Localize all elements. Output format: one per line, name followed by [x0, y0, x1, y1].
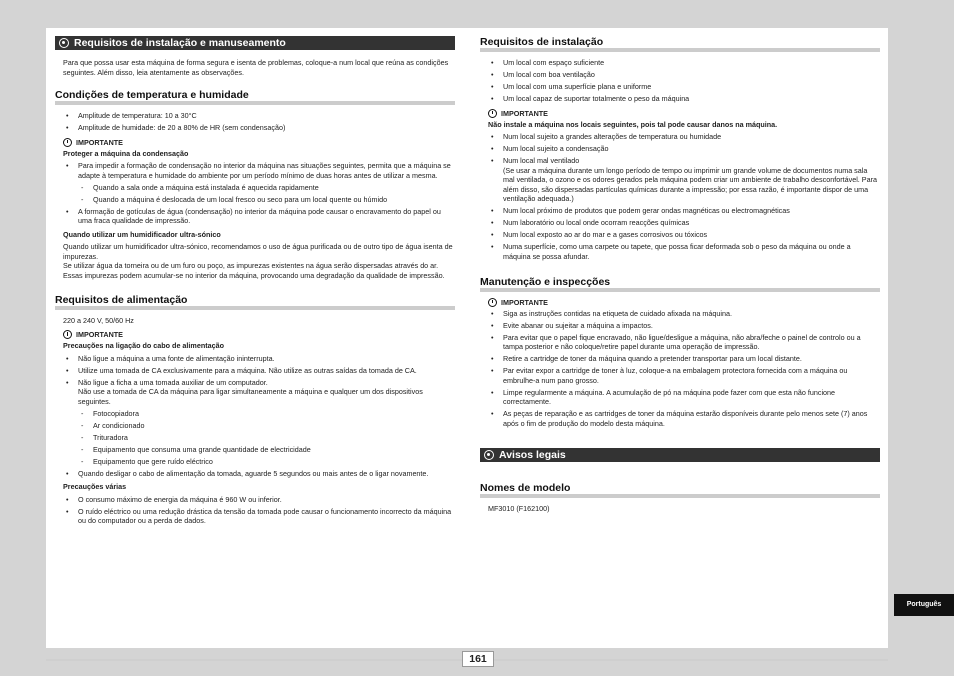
avoid-locations-list: [480, 132, 880, 261]
list-item: • Limpe regularmente a máquina. A acumulação de pó na máquina pode fazer com que esta não funcione correctamente.: [488, 388, 880, 407]
list-item: • Quando desligar o cabo de alimentação da tomada, aguarde 5 segundos ou mais antes de o ligar novamente.: [63, 469, 455, 479]
intro-text: Para que possa usar esta máquina de forma segura e isenta de problemas, coloque-a num local que reúna as condições seguintes. Além disso, leia atentamente as observações.: [63, 58, 449, 77]
list-item: • As peças de reparação e as cartridges de toner da máquina estarão disponíveis durante pelo menos sete (7) anos após o fim de produção do modelo desta máquina.: [488, 409, 880, 428]
right-column: [480, 36, 880, 514]
list-item-text: • Não ligue a ficha a uma tomada auxiliar de um computador.: [78, 377, 268, 387]
power-spec: 220 a 240 V, 50/60 Hz: [63, 315, 134, 325]
list-item-text: (Se usar a máquina durante um longo período de tempo ou imprimir um grande volume de documentos numa sala mal ventilada, o ozono e os odores gerados pela máquina podem criar um ambiente de trabalho desconfortável. Para além disso, são dispersadas partículas químicas durante a impressão; por essa razão, é importante dispor de uma ventilação adequada.): [503, 165, 877, 204]
left-column: [55, 36, 455, 528]
humidifier-text-1: Quando utilizar um humidificador ultra-sónico, recomendamos o uso de água purificada ou de outro tipo de água isenta de impurezas.: [63, 242, 453, 261]
list-item: • Siga as instruções contidas na etiqueta de cuidado afixada na máquina.: [488, 309, 880, 319]
list-item: • Num local sujeito a grandes alterações de temperatura ou humidade: [488, 132, 880, 142]
list-item: • Num local sujeito a condensação: [488, 144, 880, 154]
subheading-humidifier: Quando utilizar um humidificador ultra-sónico: [63, 229, 221, 239]
sub-list-item: - Quando a sala onde a máquina está instalada é aquecida rapidamente: [78, 183, 455, 193]
subheading-power-cord: Precauções na ligação do cabo de alimentação: [63, 341, 224, 351]
list-item: [488, 156, 880, 204]
important-icon: [63, 138, 72, 147]
list-item: • O ruído eléctrico ou uma redução drástica da tensão da tomada pode causar o funcionamento incorrecto da máquina ou do computador ou a perda de dados.: [63, 507, 455, 526]
important-icon: [63, 330, 72, 339]
section-bullet-icon: [59, 38, 69, 48]
sub-list: [78, 183, 455, 205]
list-item: • Utilize uma tomada de CA exclusivamente para a máquina. Não utilize as outras saídas da tomada de CA.: [63, 366, 455, 376]
section-title: Avisos legais: [499, 449, 566, 462]
list-item: • Amplitude de humidade: de 20 a 80% de HR (sem condensação): [63, 123, 455, 133]
misc-list: [55, 495, 455, 526]
sub-list: [78, 409, 455, 467]
important-note: [488, 298, 880, 307]
language-tab: Português: [894, 594, 954, 616]
list-item: • Amplitude de temperatura: 10 a 30°C: [63, 111, 455, 121]
list-item: • Retire a cartridge de toner da máquina quando a pretender transportar para um local distante.: [488, 354, 880, 364]
list-item-text: Não use a tomada de CA da máquina para ligar simultaneamente a máquina e qualquer um dos dispositivos seguintes.: [78, 387, 423, 407]
list-item: • Um local com boa ventilação: [488, 70, 880, 80]
section-bullet-icon: [484, 450, 494, 460]
list-item: • Num laboratório ou local onde ocorram reacções químicas: [488, 218, 880, 228]
list-item: • Para evitar que o papel fique encravado, não ligue/desligue a máquina, não abra/feche o painel de controlo ou a tampa posterior e não coloque/retire papel durante uma operação de impressão.: [488, 333, 880, 352]
list-item: • Num local exposto ao ar do mar e a gases corrosivos ou tóxicos: [488, 230, 880, 240]
list-item: • Par evitar expor a cartridge de toner à luz, coloque-a na embalagem protectora fornecida com a máquina ou embrulhe-a num pano grosso.: [488, 366, 880, 385]
model-value: MF3010 (F162100): [488, 504, 550, 514]
temp-list: [55, 111, 455, 133]
list-item: [63, 161, 455, 204]
heading-power: Requisitos de alimentação: [55, 294, 455, 310]
condensation-list: [55, 161, 455, 225]
heading-temperature: Condições de temperatura e humidade: [55, 89, 455, 105]
list-item: • Não ligue a máquina a uma fonte de alimentação ininterrupta.: [63, 354, 455, 364]
important-label: IMPORTANTE: [501, 108, 548, 118]
list-item-text: • Num local mal ventilado: [503, 156, 580, 166]
sub-list-item: - Ar condicionado: [78, 421, 455, 431]
warning-text: Não instale a máquina nos locais seguintes, pois tal pode causar danos na máquina.: [488, 119, 778, 129]
important-label: IMPORTANTE: [76, 330, 123, 340]
important-note: [488, 109, 880, 118]
sub-list-item: - Trituradora: [78, 433, 455, 443]
list-item: • Numa superfície, como uma carpete ou tapete, que possa ficar deformada sob o peso da máquina ou onde a máquina se possa afundar.: [488, 242, 880, 261]
subheading-misc: Precauções várias: [63, 482, 127, 492]
list-item: • O consumo máximo de energia da máquina é 960 W ou inferior.: [63, 495, 455, 505]
section-header-install: [55, 36, 455, 50]
sub-list-item: - Quando a máquina é deslocada de um local fresco ou seco para um local quente ou húmido: [78, 195, 455, 205]
list-item: • Um local com uma superfície plana e uniforme: [488, 82, 880, 92]
list-item: • Num local próximo de produtos que podem gerar ondas magnéticas ou electromagnéticas: [488, 206, 880, 216]
sub-list-item: - Equipamento que gere ruído eléctrico: [78, 457, 455, 467]
heading-model-names: Nomes de modelo: [480, 482, 880, 498]
list-item: • A formação de gotículas de água (condensação) no interior da máquina pode causar o encravamento do papel ou uma fraca qualidade de impressão.: [63, 207, 455, 226]
heading-install-requirements: Requisitos de instalação: [480, 36, 880, 52]
important-icon: [488, 109, 497, 118]
list-item: • Evite abanar ou sujeitar a máquina a impactos.: [488, 321, 880, 331]
important-icon: [488, 298, 497, 307]
heading-maintenance: Manutenção e inspecções: [480, 276, 880, 292]
sub-list-item: - Equipamento que consuma uma grande quantidade de electricidade: [78, 445, 455, 455]
subheading-condensation: Proteger a máquina da condensação: [63, 148, 189, 158]
sub-list-item: - Fotocopiadora: [78, 409, 455, 419]
important-label: IMPORTANTE: [501, 297, 548, 307]
section-title: Requisitos de instalação e manuseamento: [74, 37, 286, 49]
section-header-legal: [480, 448, 880, 462]
power-list: [55, 354, 455, 478]
important-note: [63, 330, 455, 339]
manual-page: [46, 28, 888, 648]
requirements-list: [480, 58, 880, 104]
list-item: • Um local capaz de suportar totalmente o peso da máquina: [488, 94, 880, 104]
list-item-text: Para impedir a formação de condensação no interior da máquina nas situações seguintes, permita que a máquina se adapte à temperatura e humidade do ambiente por um período mínimo de duas horas antes de utilizar a mesma.: [78, 161, 451, 180]
humidifier-text-2: Se utilizar água da torneira ou de um furo ou poço, as impurezas existentes na água serão dispersadas através do ar. Essas impurezas podem acumular-se no interior da máquina, provocando uma degradação da qualidade de impressão.: [63, 261, 445, 281]
page-number: 161: [462, 651, 494, 667]
important-note: [63, 138, 455, 147]
maintenance-list: [480, 309, 880, 429]
list-item: [63, 378, 455, 466]
important-label: IMPORTANTE: [76, 137, 123, 147]
list-item: • Um local com espaço suficiente: [488, 58, 880, 68]
